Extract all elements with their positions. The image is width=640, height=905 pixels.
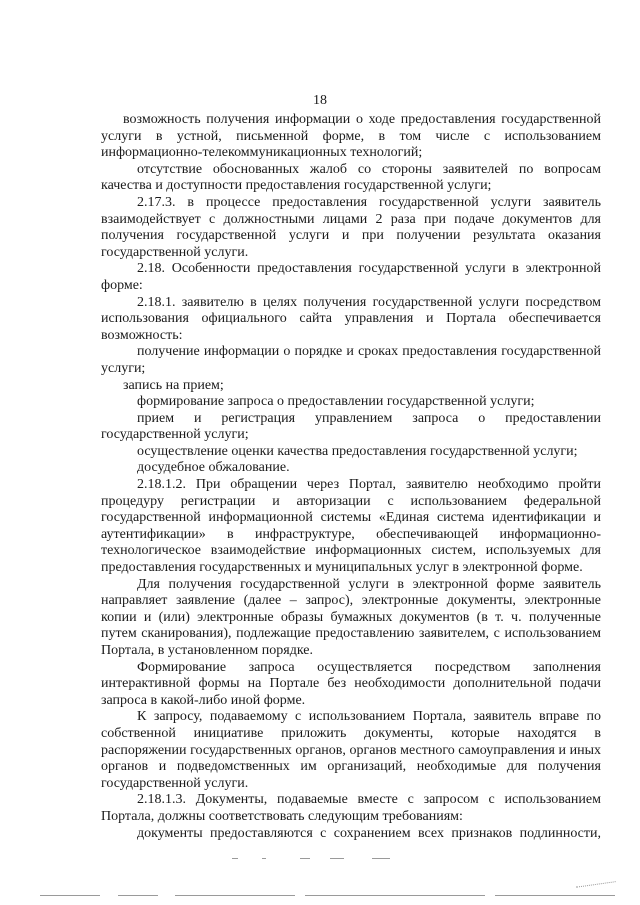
paragraph: документы предоставляются с сохранением всех признаков подлинности, — [137, 825, 601, 841]
paragraph: 2.18.1.2. При обращении через Портал, заявителю необходимо пройти процедуру регистрации и авторизации с использованием федеральной государственной информационной системы «Единая система идентификации и аутентификации» в инфраструктуре, обеспечивающей информационно-технологическое взаимодействие информационных систем, используемых для предоставления государственных и муниципальных услуг в электронной форме. — [101, 477, 601, 576]
paragraph: 2.17.3. в процессе предоставления государственной услуги заявитель взаимодействует с должностными лицами 2 раза при подаче документов для получения государственной услуги и при получении результата оказания государственной услуги. — [101, 194, 601, 260]
paragraph: Для получения государственной услуги в электронной форме заявитель направляет заявление (далее – запрос), электронные документы, электронные копии и (или) электронные образы бумажных документов (в т. ч. полученные путем сканирования), подлежащие предоставлению заявителем, с использованием Портала, в установленном порядке. — [101, 576, 601, 658]
page-number: 18 — [313, 93, 327, 108]
paragraph: возможность получения информации о ходе предоставления государственной услуги в устной, письменной форме, в том числе с использованием информационно-телекоммуникационных технологий; — [101, 112, 601, 161]
paragraph: прием и регистрация управлением запроса о предоставлении государственной услуги; — [101, 410, 601, 443]
paragraph: получение информации о порядке и сроках предоставления государственной услуги; — [101, 344, 601, 376]
paragraph: осуществление оценки качества предоставления государственной услуги; — [137, 443, 578, 459]
handwritten-mark — [574, 869, 615, 887]
paragraph: 2.18. Особенности предоставления государственной услуги в электронной форме: — [101, 261, 601, 293]
paragraph: 2.18.1.3. Документы, подаваемые вместе с запросом с использованием Портала, должны соответствовать следующим требованиям: — [101, 792, 601, 824]
paragraph: Формирование запроса осуществляется посредством заполнения интерактивной формы на Портале без необходимости дополнительной подачи запроса в какой-либо иной форме. — [101, 659, 601, 708]
document-body — [101, 112, 601, 842]
scan-artifact — [0, 858, 640, 868]
scan-artifact — [0, 895, 640, 905]
paragraph: 2.18.1. заявителю в целях получения государственной услуги посредством использования официального сайта управления и Портала обеспечивается возможность: — [101, 294, 601, 343]
paragraph: формирование запроса о предоставлении государственной услуги; — [137, 394, 535, 410]
paragraph: К запросу, подаваемому с использованием Портала, заявитель вправе по собственной инициативе приложить документы, которые находятся в распоряжении государственных органов, органов местного самоуправления и иных органов и подведомственных им организаций, необходимые для получения государственной услуги. — [101, 709, 601, 791]
paragraph: запись на прием; — [123, 377, 224, 393]
paragraph: отсутствие обоснованных жалоб со стороны заявителей по вопросам качества и доступности предоставления государственной услуги; — [101, 161, 601, 194]
paragraph: досудебное обжалование. — [137, 460, 290, 476]
